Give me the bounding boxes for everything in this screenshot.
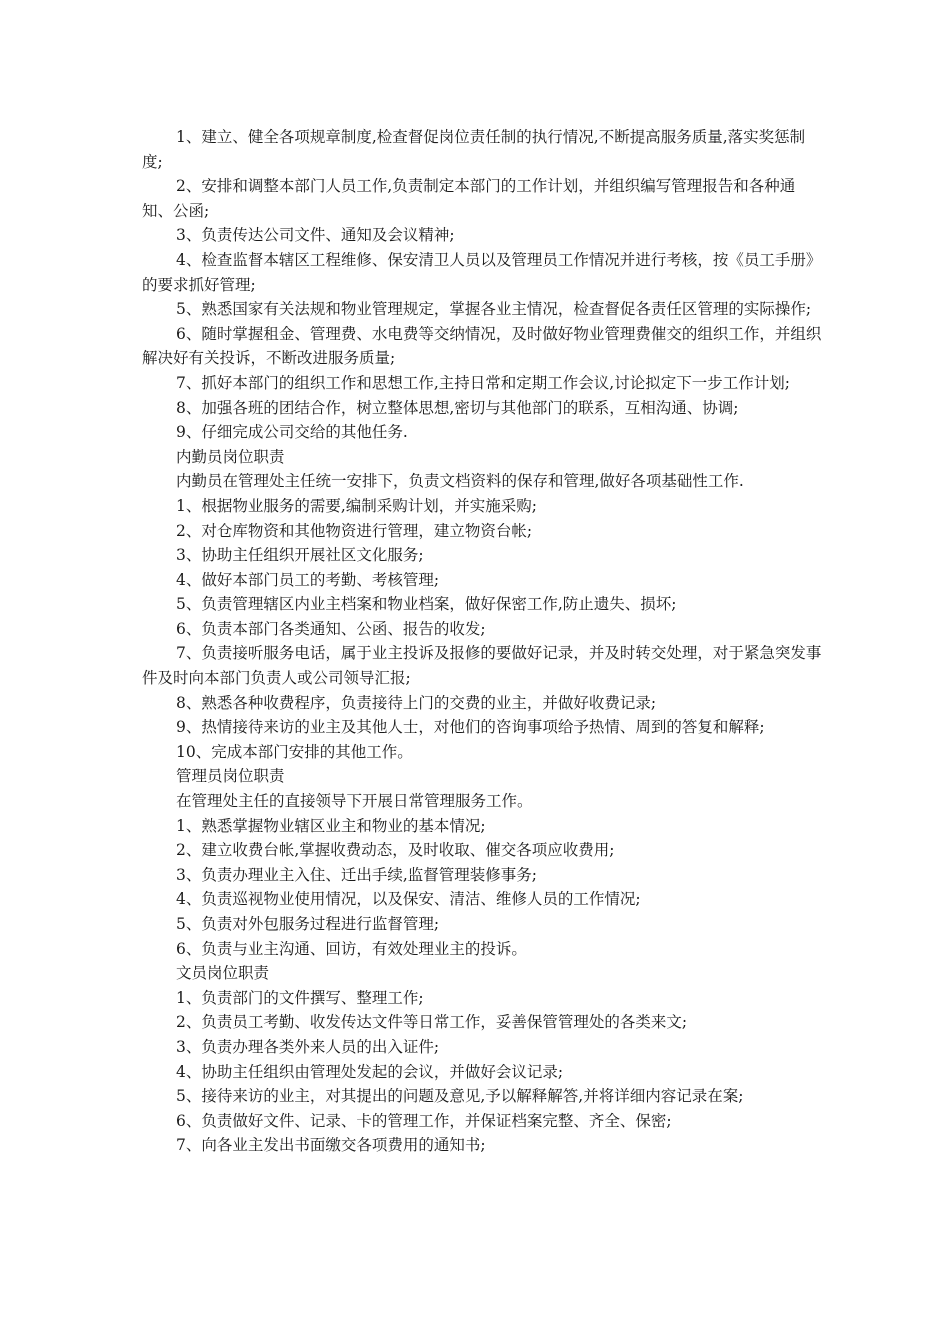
duty-item: 6、随时掌握租金、管理费、水电费等交纳情况，及时做好物业管理费催交的组织工作，并组织解决好有关投诉，不断改进服务质量;	[142, 324, 822, 368]
duty-item: 6、负责本部门各类通知、公函、报告的收发;	[176, 619, 486, 638]
duty-item: 9、热情接待来访的业主及其他人士，对他们的咨询事项给予热情、周到的答复和解释;	[176, 718, 765, 737]
duty-item: 9、仔细完成公司交给的其他任务.	[176, 423, 408, 442]
duty-item: 6、负责做好文件、记录、卡的管理工作，并保证档案完整、齐全、保密;	[176, 1111, 672, 1130]
duty-item: 2、安排和调整本部门人员工作,负责制定本部门的工作计划，并组织编写管理报告和各种通知、公函;	[142, 177, 796, 220]
duty-item: 8、加强各班的团结合作，树立整体思想,密切与其他部门的联系，互相沟通、协调;	[176, 398, 739, 417]
section-heading-clerk: 内勤员岗位职责	[176, 447, 285, 466]
section-heading-manager: 管理员岗位职责	[176, 767, 285, 786]
duty-item: 7、抓好本部门的组织工作和思想工作,主持日常和定期工作会议,讨论拟定下一步工作计划;	[176, 373, 790, 392]
section-heading-secretary: 文员岗位职责	[176, 964, 270, 983]
duty-item: 2、对仓库物资和其他物资进行管理，建立物资台帐;	[176, 521, 533, 540]
duty-item: 3、负责办理业主入住、迁出手续,监督管理装修事务;	[176, 865, 538, 884]
duty-item: 4、协助主任组织由管理处发起的会议，并做好会议记录;	[176, 1062, 564, 1081]
duty-item: 1、根据物业服务的需要,编制采购计划，并实施采购;	[176, 496, 538, 515]
duty-item: 3、负责办理各类外来人员的出入证件;	[176, 1037, 440, 1056]
duty-item: 3、协助主任组织开展社区文化服务;	[176, 546, 424, 565]
duty-item: 10、完成本部门安排的其他工作。	[176, 742, 413, 761]
duty-item: 3、负责传达公司文件、通知及会议精神;	[176, 226, 455, 245]
duty-item: 5、接待来访的业主，对其提出的问题及意见,予以解释解答,并将详细内容记录在案;	[176, 1087, 744, 1106]
duty-item: 内勤员在管理处主任统一安排下，负责文档资料的保存和管理,做好各项基础性工作.	[176, 472, 744, 491]
duty-item: 2、负责员工考勤、收发传达文件等日常工作，妥善保管管理处的各类来文;	[176, 1013, 688, 1032]
duty-item: 5、熟悉国家有关法规和物业管理规定，掌握各业主情况，检查督促各责任区管理的实际操作;	[176, 300, 812, 319]
duty-item: 7、向各业主发出书面缴交各项费用的通知书;	[176, 1136, 486, 1155]
duty-item: 5、负责对外包服务过程进行监督管理;	[176, 915, 440, 933]
duty-item: 6、负责与业主沟通、回访，有效处理业主的投诉。	[176, 939, 527, 958]
duty-item: 4、负责巡视物业使用情况，以及保安、清洁、维修人员的工作情况;	[176, 890, 641, 909]
duty-item: 8、熟悉各种收费程序，负责接待上门的交费的业主，并做好收费记录;	[176, 693, 657, 712]
duty-item: 1、负责部门的文件撰写、整理工作;	[176, 988, 424, 1007]
duty-item: 1、建立、健全各项规章制度,检查督促岗位责任制的执行情况,不断提高服务质量,落实奖惩制度;	[142, 128, 806, 171]
duty-item: 4、检查监督本辖区工程维修、保安清卫人员以及管理员工作情况并进行考核，按《员工手册》的要求抓好管理;	[142, 250, 822, 294]
document-body	[142, 125, 822, 1158]
duty-item: 1、熟悉掌握物业辖区业主和物业的基本情况;	[176, 816, 486, 835]
duty-item: 7、负责接听服务电话，属于业主投诉及报修的要做好记录，并及时转交处理，对于紧急突发事件及时向本部门负责人或公司领导汇报;	[142, 644, 822, 688]
duty-item: 2、建立收费台帐,掌握收费动态，及时收取、催交各项应收费用;	[176, 841, 615, 860]
duty-item: 4、做好本部门员工的考勤、考核管理;	[176, 570, 440, 589]
duty-item: 5、负责管理辖区内业主档案和物业档案，做好保密工作,防止遗失、损坏;	[176, 595, 677, 614]
duty-item: 在管理处主任的直接领导下开展日常管理服务工作。	[176, 792, 533, 811]
